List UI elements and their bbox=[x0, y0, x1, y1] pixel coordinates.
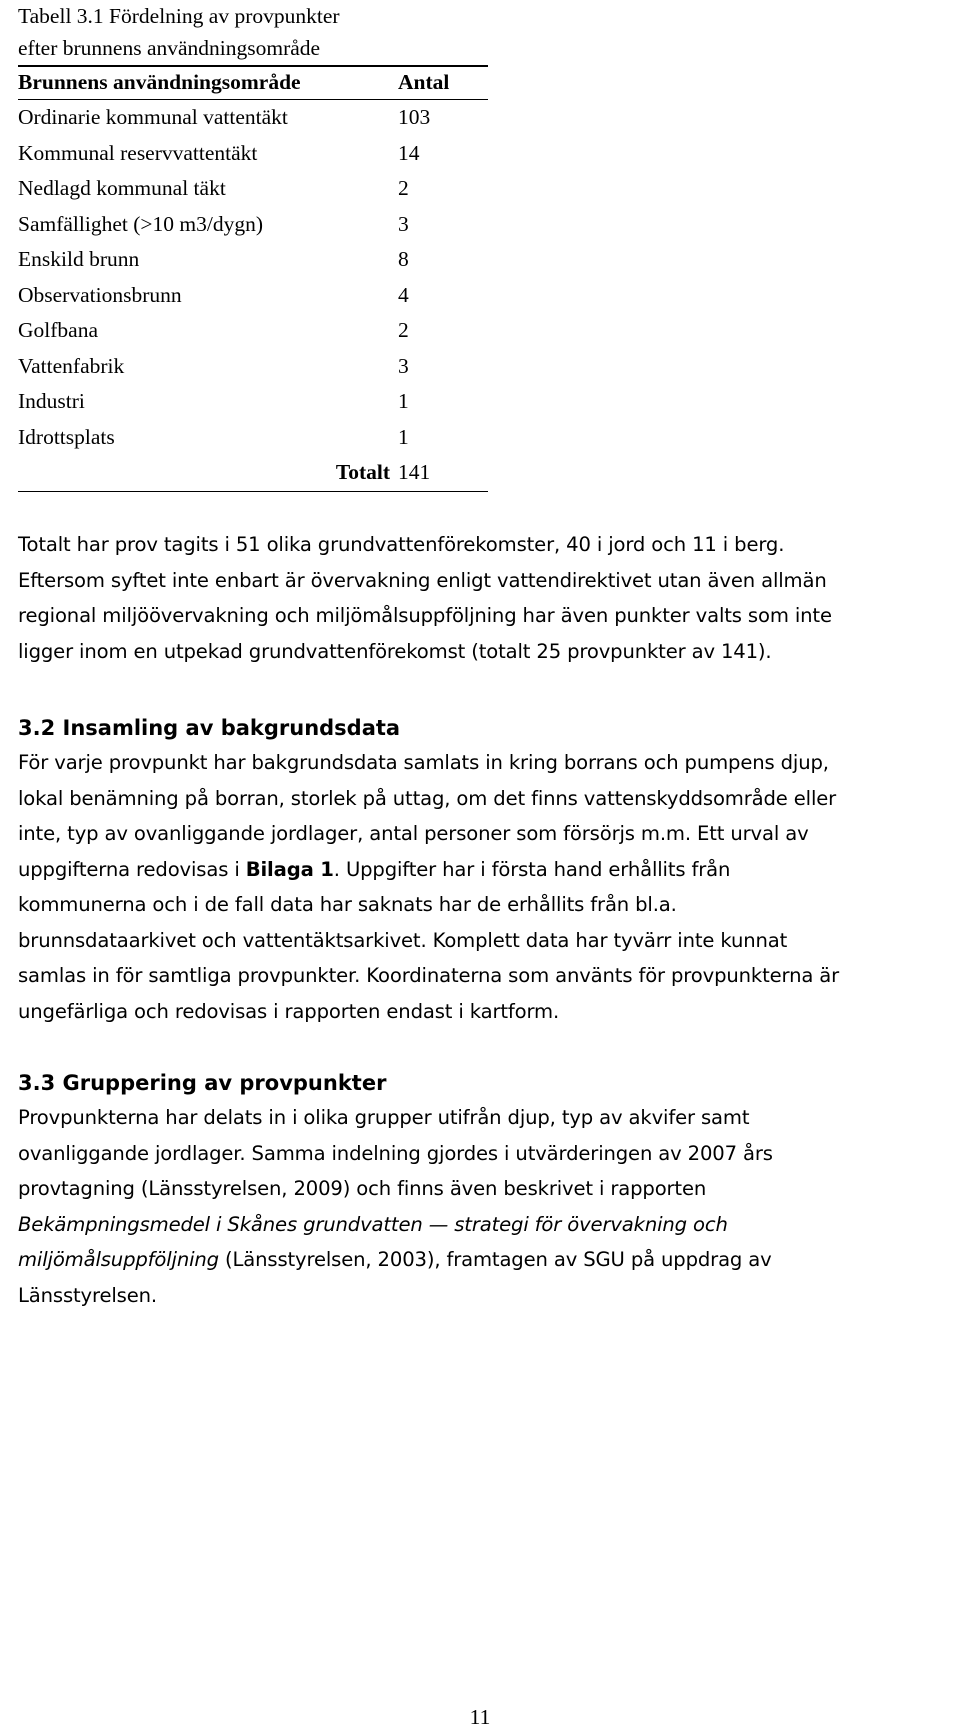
table-caption-line-1: Tabell 3.1 Fördelning av provpunkter bbox=[18, 4, 340, 28]
text-line: samlas in för samtliga provpunkter. Koordinaterna som använts för provpunkterna är bbox=[18, 964, 840, 987]
table-row bbox=[18, 313, 488, 349]
row-label: Samfällighet (>10 m3/dygn) bbox=[18, 211, 264, 236]
row-count: 2 bbox=[398, 318, 409, 342]
row-count: 3 bbox=[398, 211, 409, 236]
row-label: Nedlagd kommunal täkt bbox=[18, 176, 226, 200]
table-header-row bbox=[18, 66, 488, 100]
text-span: . Uppgifter har i första hand erhållits från bbox=[333, 857, 731, 881]
table-caption bbox=[18, 0, 488, 67]
row-label: Golfbana bbox=[18, 318, 98, 342]
section-heading-3-2: 3.2 Insamling av bakgrundsdata bbox=[18, 716, 401, 740]
text-line: Totalt har prov tagits i 51 olika grundvattenförekomster, 40 i jord och 11 i berg. bbox=[18, 533, 785, 556]
paragraph-section-3-2 bbox=[18, 745, 943, 1029]
paragraph-section-3-3 bbox=[18, 1100, 943, 1313]
table-row bbox=[18, 171, 488, 207]
table-row bbox=[18, 100, 488, 136]
text-line bbox=[18, 1207, 943, 1243]
table-row bbox=[18, 278, 488, 314]
text-line: För varje provpunkt har bakgrundsdata samlats in kring borrans och pumpens djup, bbox=[18, 751, 829, 774]
row-count: 3 bbox=[398, 353, 409, 378]
row-label: Enskild brunn bbox=[18, 247, 140, 271]
appendix-reference: Bilaga 1 bbox=[245, 857, 334, 881]
row-count: 8 bbox=[398, 247, 409, 271]
header-usage-area: Brunnens användningsområde bbox=[18, 66, 398, 100]
text-span: uppgifterna redovisas i bbox=[18, 857, 246, 881]
table-row bbox=[18, 207, 488, 243]
report-title-italic: Bekämpningsmedel i Skånes grundvatten — strategi för övervakning och bbox=[18, 1212, 728, 1236]
row-count: 1 bbox=[398, 424, 409, 449]
row-label: Idrottsplats bbox=[18, 424, 115, 449]
row-label: Observationsbrunn bbox=[18, 282, 182, 307]
text-line: lokal benämning på borran, storlek på uttag, om det finns vattenskyddsområde eller bbox=[18, 786, 837, 810]
text-line: ligger inom en utpekad grundvattenförekomst (totalt 25 provpunkter av 141). bbox=[18, 639, 772, 663]
row-count: 2 bbox=[398, 176, 409, 200]
text-line bbox=[18, 1242, 943, 1278]
report-title-italic: miljömålsuppföljning bbox=[18, 1248, 219, 1271]
row-label: Ordinarie kommunal vattentäkt bbox=[18, 105, 288, 129]
text-line: provtagning (Länsstyrelsen, 2009) och finns även beskrivet i rapporten bbox=[18, 1177, 707, 1200]
text-line: kommunerna och i de fall data har saknats har de erhållits från bl.a. bbox=[18, 893, 677, 916]
text-line: Länsstyrelsen. bbox=[18, 1283, 157, 1307]
table-row bbox=[18, 349, 488, 385]
table-total-row bbox=[18, 455, 488, 491]
row-count: 14 bbox=[398, 140, 420, 165]
header-count: Antal bbox=[398, 66, 488, 100]
row-count: 103 bbox=[398, 105, 431, 129]
section-heading-3-3: 3.3 Gruppering av provpunkter bbox=[18, 1071, 387, 1095]
row-label: Industri bbox=[18, 389, 85, 413]
page-number: 11 bbox=[469, 1705, 491, 1729]
row-count: 4 bbox=[398, 282, 409, 307]
table-row bbox=[18, 136, 488, 172]
text-line: brunnsdataarkivet och vattentäktsarkivet. Komplett data har tyvärr inte kunnat bbox=[18, 928, 788, 952]
text-line: Provpunkterna har delats in i olika grupper utifrån djup, typ av akvifer samt bbox=[18, 1106, 750, 1129]
text-line: ovanliggande jordlager. Samma indelning gjordes i utvärderingen av 2007 års bbox=[18, 1141, 773, 1165]
total-value: 141 bbox=[398, 455, 488, 491]
total-label: Totalt bbox=[18, 455, 398, 491]
text-line: Eftersom syftet inte enbart är övervakning enligt vattendirektivet utan även allmän bbox=[18, 568, 827, 592]
text-span: (Länsstyrelsen, 2003), framtagen av SGU på uppdrag av bbox=[218, 1248, 772, 1271]
text-line: regional miljöövervakning och miljömålsuppföljning har även punkter valts som inte bbox=[18, 604, 832, 627]
usage-table bbox=[18, 66, 488, 492]
row-label: Kommunal reservvattentäkt bbox=[18, 140, 258, 165]
paragraph-sampling-summary bbox=[18, 527, 943, 669]
text-line: inte, typ av ovanliggande jordlager, antal personer som försörjs m.m. Ett urval av bbox=[18, 822, 809, 845]
row-count: 1 bbox=[398, 389, 409, 413]
table-row bbox=[18, 420, 488, 456]
table-caption-line-2: efter brunnens användningsområde bbox=[18, 36, 321, 60]
table-row bbox=[18, 242, 488, 278]
table-row bbox=[18, 384, 488, 420]
text-line: ungefärliga och redovisas i rapporten endast i kartform. bbox=[18, 999, 560, 1023]
text-line bbox=[18, 852, 943, 888]
row-label: Vattenfabrik bbox=[18, 353, 125, 378]
